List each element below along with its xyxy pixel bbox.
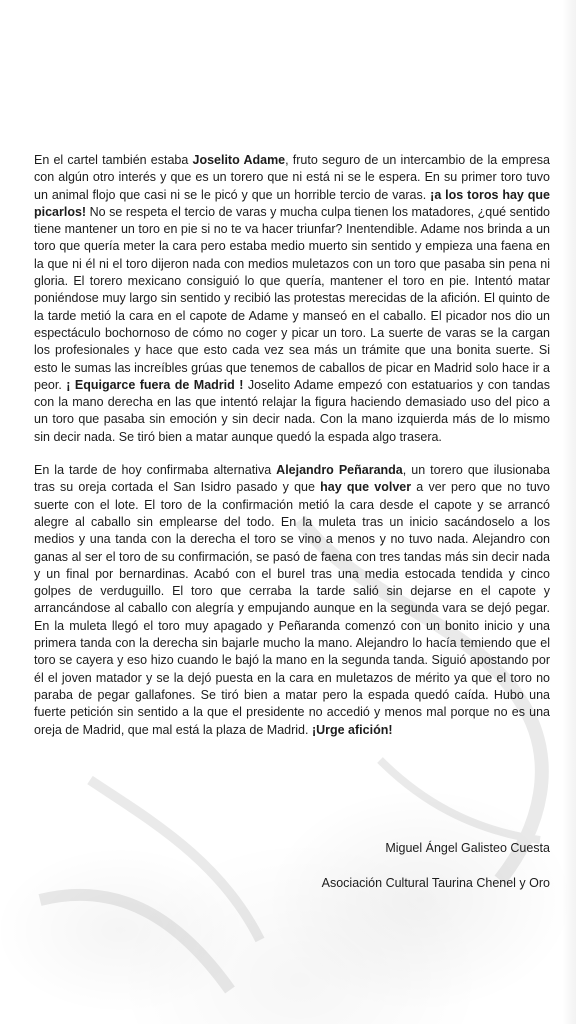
author-name: Miguel Ángel Galisteo Cuesta (385, 841, 550, 855)
bold-text-span: ¡Urge afición! (311, 722, 393, 737)
text-span: a ver pero que no tuvo suerte con el lote. El toro de la confirmación metió la cara desde el capote y se arrancó alegre al caballo sin emplearse del todo. En la muleta tras un inicio sacándoselo a los medios y una tanda con la derecha el toro se vino a menos y no tuvo nada. Alejandro con ganas al ser el toro de su confirmación, se pasó de faena con tres tandas más sin decir nada y un final por bernardinas. Acabó con el burel tras una media estocada tendida y cinco golpes de verduguillo. El toro que cerraba la tarde salió sin dejarse en el capote y arrancándose al caballo con alegría y empujando aunque en la segunda vara se dejó pegar. En la muleta llegó el toro muy apagado y Peñaranda comenzó con un bonito inicio y una primera tanda con la derecha sin bajarle mucho la mano. Alejandro lo hacía temiendo que el toro se cayera y eso hizo cuando le bajó la mano en la segunda tanda. Siguió apostando por él el joven matador y se la dejó puesta en la cara en muletazos de mérito ya que el toro no paraba de pegar gallafones. Se tiró bien a matar pero la espada quedó caída. Hubo una fuerte petición sin sentido a la que el presidente no accedió y menos mal porque no es una oreja de Madrid, que mal está la plaza de Madrid. (34, 480, 550, 737)
text-span: Joselito Adame empezó con estatuarios y con tandas con la mano derecha en las que intentó relajar la figura haciendo demasiado uso del pico a un toro que pasaba sin emoción y sin decir nada. Con la mano izquierda más de lo mismo sin decir nada. Se tiró bien a matar aunque quedó la espada algo trasera. (34, 377, 550, 444)
bold-text-span: Joselito Adame (192, 153, 286, 167)
text-span: En la tarde de hoy confirmaba alternativa (34, 463, 277, 478)
bold-text-span: hay que volver (320, 480, 412, 495)
bold-text-span: ¡a los toros hay que picarlos! (34, 187, 550, 219)
article-body (34, 152, 550, 739)
signature-block (322, 840, 550, 892)
text-span: , fruto seguro de un intercambio de la empresa con algún otro interés y que es un torero que ni está ni se le espera. En su primer toro tuvo un animal flojo que casi ni se le picó y que un horrible tercio de varas. (34, 153, 550, 202)
paragraph-joselito-adame (34, 152, 550, 446)
text-span: No se respeta el tercio de varas y mucha culpa tienen los matadores, ¿qué sentido tiene mantener un toro en pie si no te va hacer triunfar? Inentendible. Adame nos brinda a un toro que quería meter la cara pero estaba medio muerto sin sentido y empieza una faena en la que ni él ni el toro dijeron nada con medios muletazos con un toro que pasaba sin pena ni gloria. El torero mexicano consiguió lo que quería, mantener el toro en pie. Intentó matar poniéndose muy largo sin sentido y recibió las protestas merecidas de la afición. El quinto de la tarde metió la cara en el capote de Adame y manseó en el caballo. El picador nos dio un espectáculo bochornoso de cómo no coger y picar un toro. La suerte de varas se la cargan los profesionales y hace que esto cada vez sea más un trámite que una bonita suerte. Si esto le sumas las increíbles grúas que tenemos de caballos de picar en Madrid solo hace ir a peor. (34, 204, 550, 392)
text-span: , un torero que ilusionaba tras su oreja cortada el San Isidro pasado y que (34, 463, 550, 495)
bold-text-span: ¡ Equigarce fuera de Madrid ! (66, 377, 244, 392)
page-edge-shadow (562, 0, 576, 1024)
paragraph-alejandro-penaranda (34, 462, 550, 739)
bold-text-span: Alejandro Peñaranda (276, 463, 403, 478)
text-span: En el cartel también estaba (34, 153, 193, 167)
organization-name: Asociación Cultural Taurina Chenel y Oro (321, 876, 550, 890)
